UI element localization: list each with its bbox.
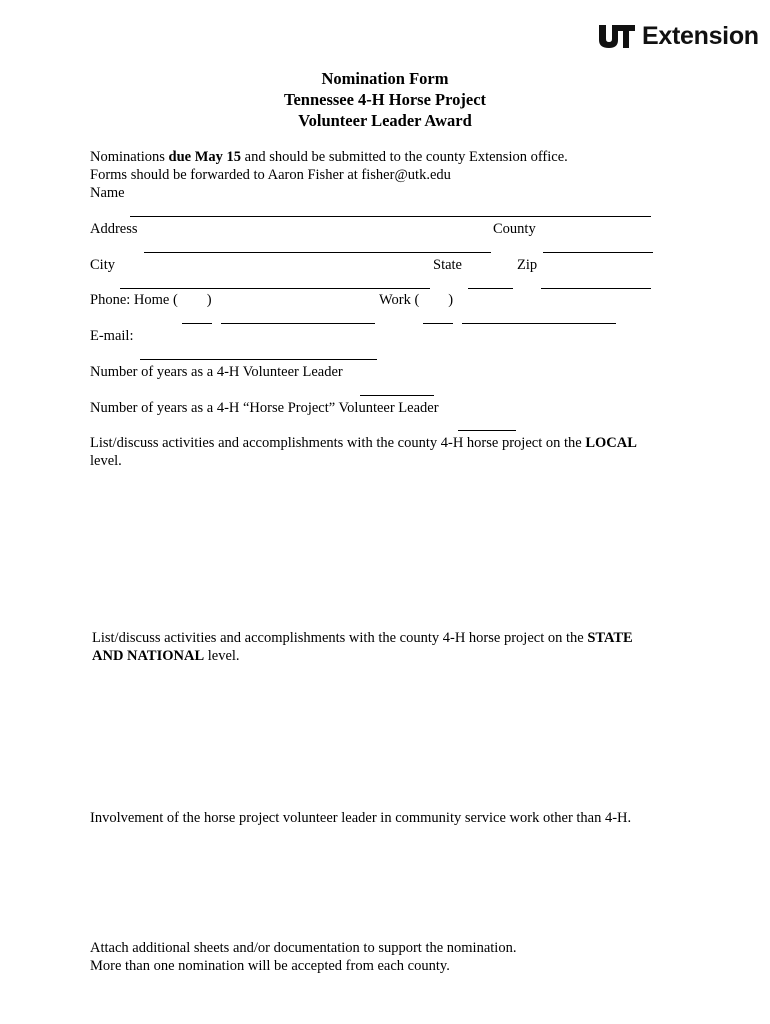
state-bold: STATE — [587, 630, 633, 646]
local-level-response-area[interactable] — [90, 478, 660, 618]
form-subtitle-award: Volunteer Leader Award — [298, 111, 472, 130]
state-field[interactable] — [468, 288, 513, 289]
years-volunteer-label: Number of years as a 4-H Volunteer Leader — [90, 364, 343, 380]
due-date: due May 15 — [168, 149, 242, 165]
state-level-prompt — [92, 629, 633, 647]
years-horse-label: Number of years as a 4-H “Horse Project” Volunteer Leader — [90, 400, 439, 416]
state-prompt-text: List/discuss activities and accomplishments with the county 4-H horse project on the — [92, 630, 588, 646]
state-level-suffix-line — [92, 647, 240, 665]
city-field[interactable] — [120, 288, 430, 289]
local-prompt-text: List/discuss activities and accomplishments with the county 4-H horse project on the — [90, 435, 586, 451]
name-field[interactable] — [130, 216, 651, 217]
footer-attach-note: Attach additional sheets and/or documentation to support the nomination. — [90, 940, 517, 956]
phone-work-label: Work ( ) — [379, 292, 454, 308]
work-phone-field[interactable] — [462, 323, 616, 324]
intro-prefix: Nominations — [90, 149, 169, 165]
state-level-response-area[interactable] — [90, 673, 660, 798]
home-phone-field[interactable] — [221, 323, 375, 324]
intro-nominations — [90, 148, 568, 166]
phone-home-label: Phone: Home ( ) — [90, 292, 212, 308]
intro-forward: Forms should be forwarded to Aaron Fisher at fisher@utk.edu — [90, 167, 451, 183]
home-area-code-field[interactable] — [182, 323, 212, 324]
form-title: Nomination Form — [321, 69, 449, 88]
ut-logo-mark-icon — [598, 23, 636, 49]
city-label: City — [90, 257, 115, 273]
county-field[interactable] — [543, 252, 653, 253]
local-level-prompt — [90, 434, 637, 452]
community-response-area[interactable] — [90, 835, 660, 930]
address-field[interactable] — [144, 252, 491, 253]
local-level-suffix: level. — [90, 453, 122, 469]
community-service-prompt: Involvement of the horse project volunteer leader in community service work other than 4-H. — [90, 810, 632, 826]
county-label: County — [493, 221, 536, 237]
years-horse-field[interactable] — [458, 430, 516, 431]
footer-multiple-note: More than one nomination will be accepted from each county. — [90, 958, 450, 974]
ut-extension-logo — [598, 22, 759, 50]
address-label: Address — [90, 221, 138, 237]
work-area-code-field[interactable] — [423, 323, 453, 324]
email-field[interactable] — [140, 359, 377, 360]
zip-field[interactable] — [541, 288, 651, 289]
zip-label: Zip — [517, 257, 538, 273]
state-label: State — [433, 257, 462, 273]
form-subtitle-project: Tennessee 4-H Horse Project — [283, 90, 487, 109]
state-suffix: level. — [204, 648, 240, 664]
email-label: E-mail: — [90, 328, 134, 344]
logo-wordmark: Extension — [642, 21, 759, 50]
years-volunteer-field[interactable] — [360, 395, 434, 396]
name-label: Name — [90, 185, 125, 201]
local-bold: LOCAL — [585, 435, 637, 451]
intro-suffix: and should be submitted to the county Extension office. — [241, 149, 568, 165]
national-bold: AND NATIONAL — [92, 648, 205, 664]
